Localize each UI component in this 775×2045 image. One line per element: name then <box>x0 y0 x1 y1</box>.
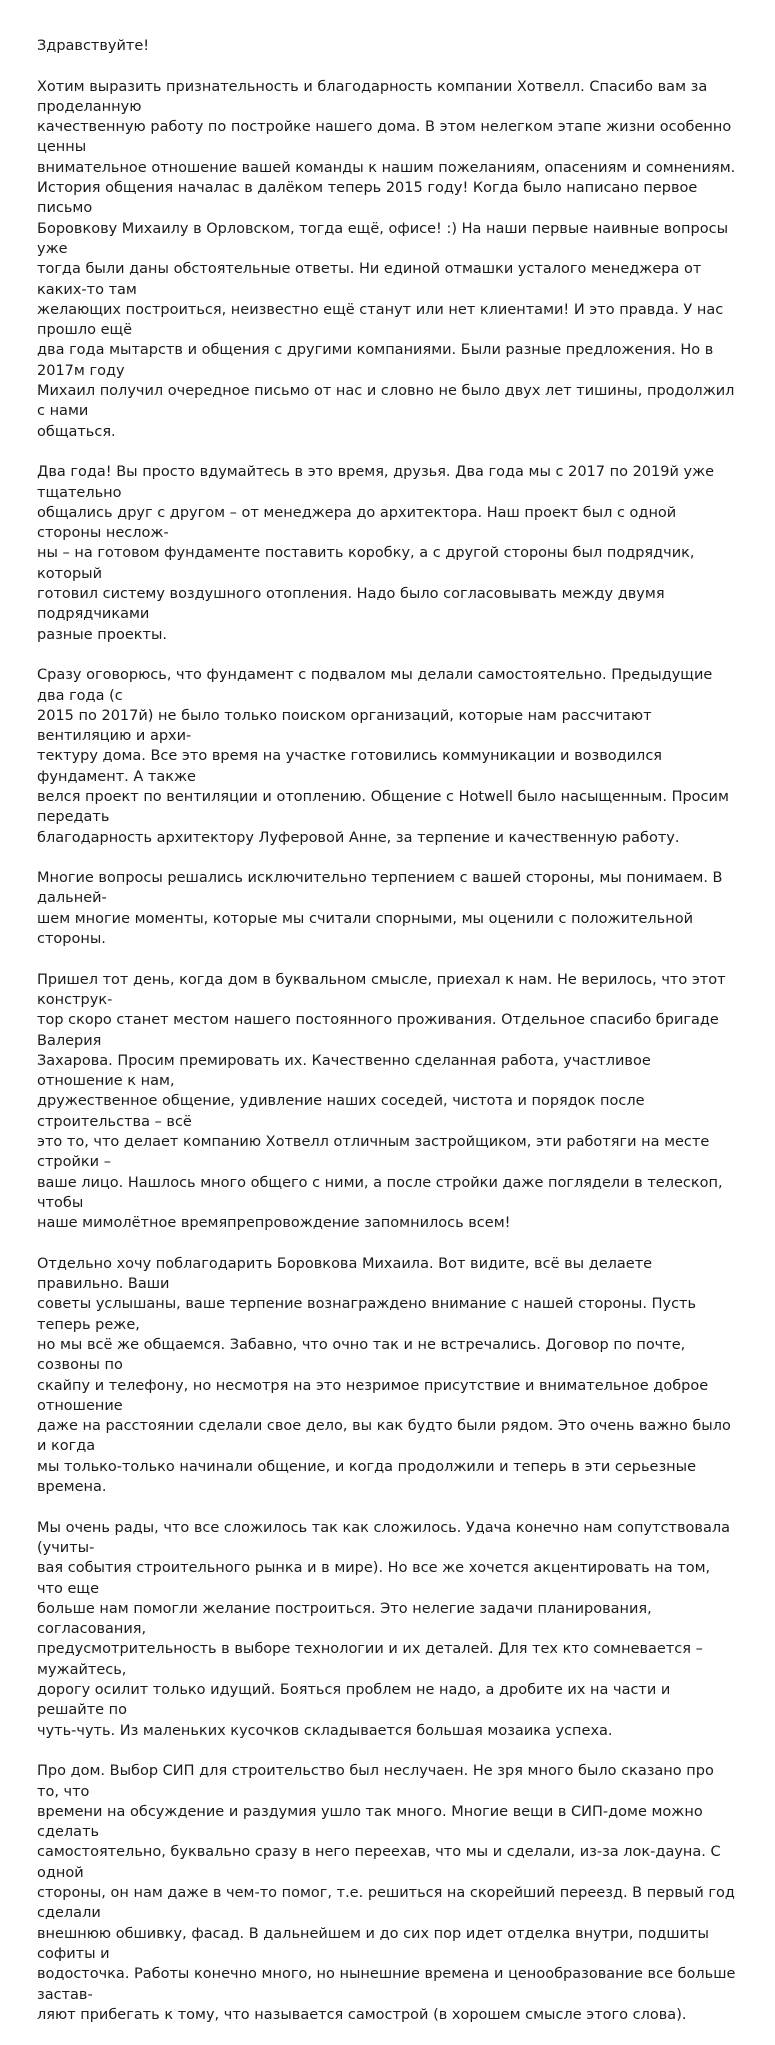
letter-body <box>37 36 737 2045</box>
paragraph-two-years: Два года! Вы просто вдумайтесь в это время, друзья. Два года мы с 2017 по 2019й уже тщательно общались друг с другом – от менеджера до архитектора. Наш проект был с одной стороны неслож- ны – на готовом фундаменте поставить коробку, а с другой стороны был подрядчик, который готовил систему воздушного отопления. Надо было согласовывать между двумя подрядчиками разные проекты. <box>37 464 715 643</box>
paragraph-manager-thanks: Отдельно хочу поблагодарить Боровкова Михаила. Вот видите, всё вы делаете правильно. Ваши советы услышаны, ваше терпение вознаграждено внимание с нашей стороны. Пусть теперь реже, но мы всё же общаемся. Забавно, что очно так и не встречались. Договор по почте, созвоны по скайпу и телефону, но несмотря на это незримое присутствие и внимательное доброе отношение даже на расстоянии сделали свое дело, вы как будто были рядом. Это очень важно было и когда мы только-только начинали общение, и когда продолжили и теперь в эти серьезные времена. <box>37 1255 731 1496</box>
paragraph-foundation: Сразу оговорюсь, что фундамент с подвалом мы делали самостоятельно. Предыдущие два года (с 2015 по 2017й) не было только поиском организаций, которые нам рассчитают вентиляцию и архи- тектуру дома. Все это время на участке готовились коммуникации и возводился фундамент. А также велся проект по вентиляции и отоплению. Общение с Hotwell было насыщенным. Просим передать благодарность архитектору Луферовой Анне, за терпение и качественную работу. <box>37 667 729 846</box>
greeting: Здравствуйте! <box>37 38 150 54</box>
paragraph-patience: Многие вопросы решались исключительно терпением с вашей стороны, мы понимаем. В дальней- шем многие моменты, которые мы считали спорными, мы оценили с положительной стороны. <box>37 870 723 948</box>
paragraph-gratitude-history: Хотим выразить признательность и благодарность компании Хотвелл. Спасибо вам за проделанную качественную работу по постройке нашего дома. В этом нелегком этапе жизни особенно ценны внимательное отношение вашей команды к нашим пожеланиям, опасениям и сомнениям. История общения началас в далёком теперь 2015 году! Когда было написано первое письмо Боровкову Михаилу в Орловском, тогда ещё, офисе! :) На наши первые наивные вопросы уже тогда были даны обстоятельные ответы. Ни единой отмашки усталого менеджера от каких-то там желающих построиться, неизвестно ещё станут или нет клиентами! И это правда. У нас прошло ещё два года мытарств и общения с другими компаниями. Были разные предложения. Но в 2017м году Михаил получил очередное письмо от нас и словно не было двух лет тишины, продолжил с нами общаться. <box>37 78 736 440</box>
paragraph-success: Мы очень рады, что все сложилось так как сложилось. Удача конечно нам сопутствовала (учиты- вая события строительного рынка и в мире). Но все же хочется акцентировать на том, что еще больше нам помогли желание построиться. Это нелегие задачи планирования, согласования, предусмотрительность в выборе технологии и их деталей. Для тех кто сомневается – мужайтесь, дорогу осилит только идущий. Бояться проблем не надо, а дробите их на части и решайте по чуть-чуть. Из маленьких кусочков складывается большая мозаика успеха. <box>37 1519 730 1739</box>
paragraph-construction-crew: Пришел тот день, когда дом в буквальном смысле, приехал к нам. Не верилось, что этот конструк- тор скоро станет местом нашего постоянного проживания. Отдельное спасибо бригаде Валерия Захарова. Просим премировать их. Качественно сделанная работа, участливое отношение к нам, дружественное общение, удивление наших соседей, чистота и порядок после строительства – всё это то, что делает компанию Хотвелл отличным застройщиком, эти работяги на месте стройки – ваше лицо. Нашлось много общего с ними, а после стройки даже поглядели в телескоп, чтобы наше мимолётное времяпрепровождение запомнилось всем! <box>37 971 726 1232</box>
paragraph-about-house: Про дом. Выбор СИП для строительство был неслучаен. Не зря много было сказано про то, что времени на обсуждение и раздумия ушло так много. Многие вещи в СИП-доме можно сделать самостоятельно, буквально сразу в него переехав, что мы и сделали, из-за лок-дауна. С одной стороны, он нам даже в чем-то помог, т.е. решиться на скорейший переезд. В первый год сделали внешнюю обшивку, фасад. В дальнейшем и до сих пор идет отделка внутри, подшиты софиты и водосточка. Работы конечно много, но нынешние времена и ценообразование все больше застав- ляют прибегать к тому, что называется самострой (в хорошем смысле этого слова). <box>37 1763 736 2023</box>
